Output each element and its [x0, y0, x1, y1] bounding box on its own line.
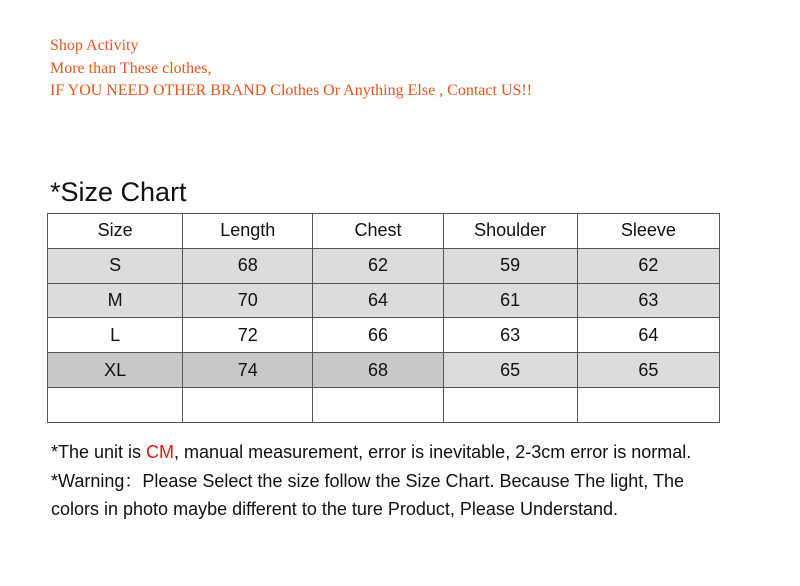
- table-row: [48, 248, 720, 283]
- table-cell: 61: [443, 283, 577, 318]
- size-chart-title: *Size Chart: [50, 177, 187, 207]
- table-row: [48, 387, 720, 422]
- promo-line-2: More than These clothes,: [50, 59, 212, 77]
- table-cell: 68: [183, 248, 313, 283]
- table-cell: 72: [183, 318, 313, 353]
- promo-line-1: Shop Activity: [50, 37, 139, 54]
- table-cell: XL: [48, 353, 183, 388]
- size-chart-table: [47, 213, 720, 423]
- table-cell: L: [48, 318, 183, 353]
- table-cell: [313, 387, 443, 422]
- table-cell: 70: [183, 283, 313, 318]
- unit-highlight: CM: [146, 442, 175, 462]
- promo-line-3: IF YOU NEED OTHER BRAND Clothes Or Anything Else , Contact US!!: [50, 82, 533, 99]
- table-cell: 64: [313, 283, 443, 318]
- table-cell: 68: [313, 353, 443, 388]
- table-cell: 63: [577, 283, 719, 318]
- table-cell: 59: [443, 248, 577, 283]
- table-cell: 62: [577, 248, 719, 283]
- table-cell: 64: [577, 318, 719, 353]
- table-cell: [183, 387, 313, 422]
- table-row: [48, 353, 720, 388]
- table-row: [48, 318, 720, 353]
- table-cell: [443, 387, 577, 422]
- note-body: , manual measurement, error is inevitable, 2-3cm error is normal. *Warning：Please Select the size follow the Size Chart. Because The light, The colors in photo maybe different to the ture Product, Please Understand.: [51, 442, 692, 519]
- header-length: Length: [183, 214, 313, 249]
- header-shoulder: Shoulder: [443, 214, 577, 249]
- size-note: [51, 438, 716, 524]
- header-size: Size: [48, 214, 183, 249]
- header-sleeve: Sleeve: [577, 214, 719, 249]
- table-cell: 65: [577, 353, 719, 388]
- table-cell: 66: [313, 318, 443, 353]
- note-prefix: *The unit is: [51, 442, 147, 462]
- header-chest: Chest: [313, 214, 443, 249]
- table-cell: M: [48, 283, 183, 318]
- table-cell: 63: [443, 318, 577, 353]
- table-header-row: [48, 214, 720, 249]
- table-row: [48, 283, 720, 318]
- promo-text: [50, 35, 532, 103]
- table-cell: 62: [313, 248, 443, 283]
- table-cell: S: [48, 248, 183, 283]
- table-cell: [48, 387, 183, 422]
- table-cell: 74: [183, 353, 313, 388]
- table-cell: 65: [443, 353, 577, 388]
- table-cell: [577, 387, 719, 422]
